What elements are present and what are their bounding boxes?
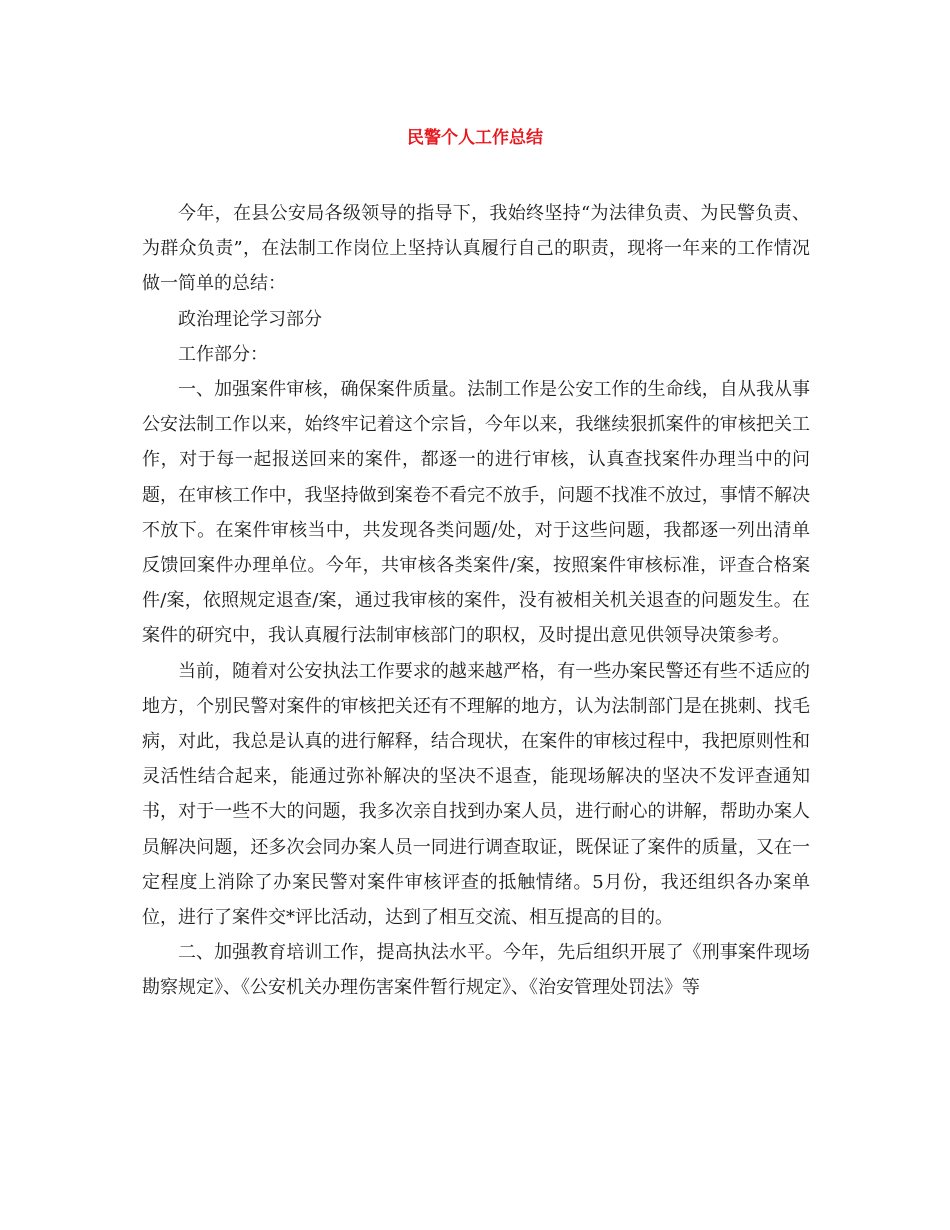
- document-body: [142, 196, 810, 1006]
- paragraph-case-review: 一、加强案件审核，确保案件质量。法制工作是公安工作的生命线，自从我从事公安法制工作以来，始终牢记着这个宗旨，今年以来，我继续狠抓案件的审核把关工作，对于每一起报送回来的案件，都逐一的进行审核，认真查找案件办理当中的问题，在审核工作中，我坚持做到案卷不看完不放手，问题不找准不放过，事情不解决不放下。在案件审核当中，共发现各类问题/处，对于这些问题，我都逐一列出清单反馈回案件办理单位。今年，共审核各类案件/案，按照案件审核标准，评查合格案件/案，依照规定退查/案，通过我审核的案件，没有被相关机关退查的问题发生。在案件的研究中，我认真履行法制审核部门的职权，及时提出意见供领导决策参考。: [142, 379, 810, 647]
- paragraph-current-situation: 当前，随着对公安执法工作要求的越来越严格，有一些办案民警还有些不适应的地方，个别民警对案件的审核把关还有不理解的地方，认为法制部门是在挑刺、找毛病，对此，我总是认真的进行解释，结合现状，在案件的审核过程中，我把原则性和灵活性结合起来，能通过弥补解决的坚决不退查，能现场解决的坚决不发评查通知书，对于一些不大的问题，我多次亲自找到办案人员，进行耐心的讲解，帮助办案人员解决问题，还多次会同办案人员一同进行调查取证，既保证了案件的质量，又在一定程度上消除了办案民警对案件审核评查的抵触情绪。5月份，我还组织各办案单位，进行了案件交*评比活动，达到了相互交流、相互提高的目的。: [142, 660, 810, 929]
- paragraph-political-study: 政治理论学习部分: [178, 308, 322, 330]
- paragraph-intro: 今年，在县公安局各级领导的指导下，我始终坚持“为法律负责、为民警负责、为群众负责”，在法制工作岗位上坚持认真履行自己的职责，现将一年来的工作情况做一简单的总结：: [142, 203, 810, 295]
- paragraph-work-section: 工作部分：: [178, 343, 268, 365]
- paragraph-training: 二、加强教育培训工作，提高执法水平。今年，先后组织开展了《刑事案件现场勘察规定》、《公安机关办理伤害案件暂行规定》、《治安管理处罚法》等: [142, 942, 810, 999]
- document-title: 民警个人工作总结: [407, 128, 543, 148]
